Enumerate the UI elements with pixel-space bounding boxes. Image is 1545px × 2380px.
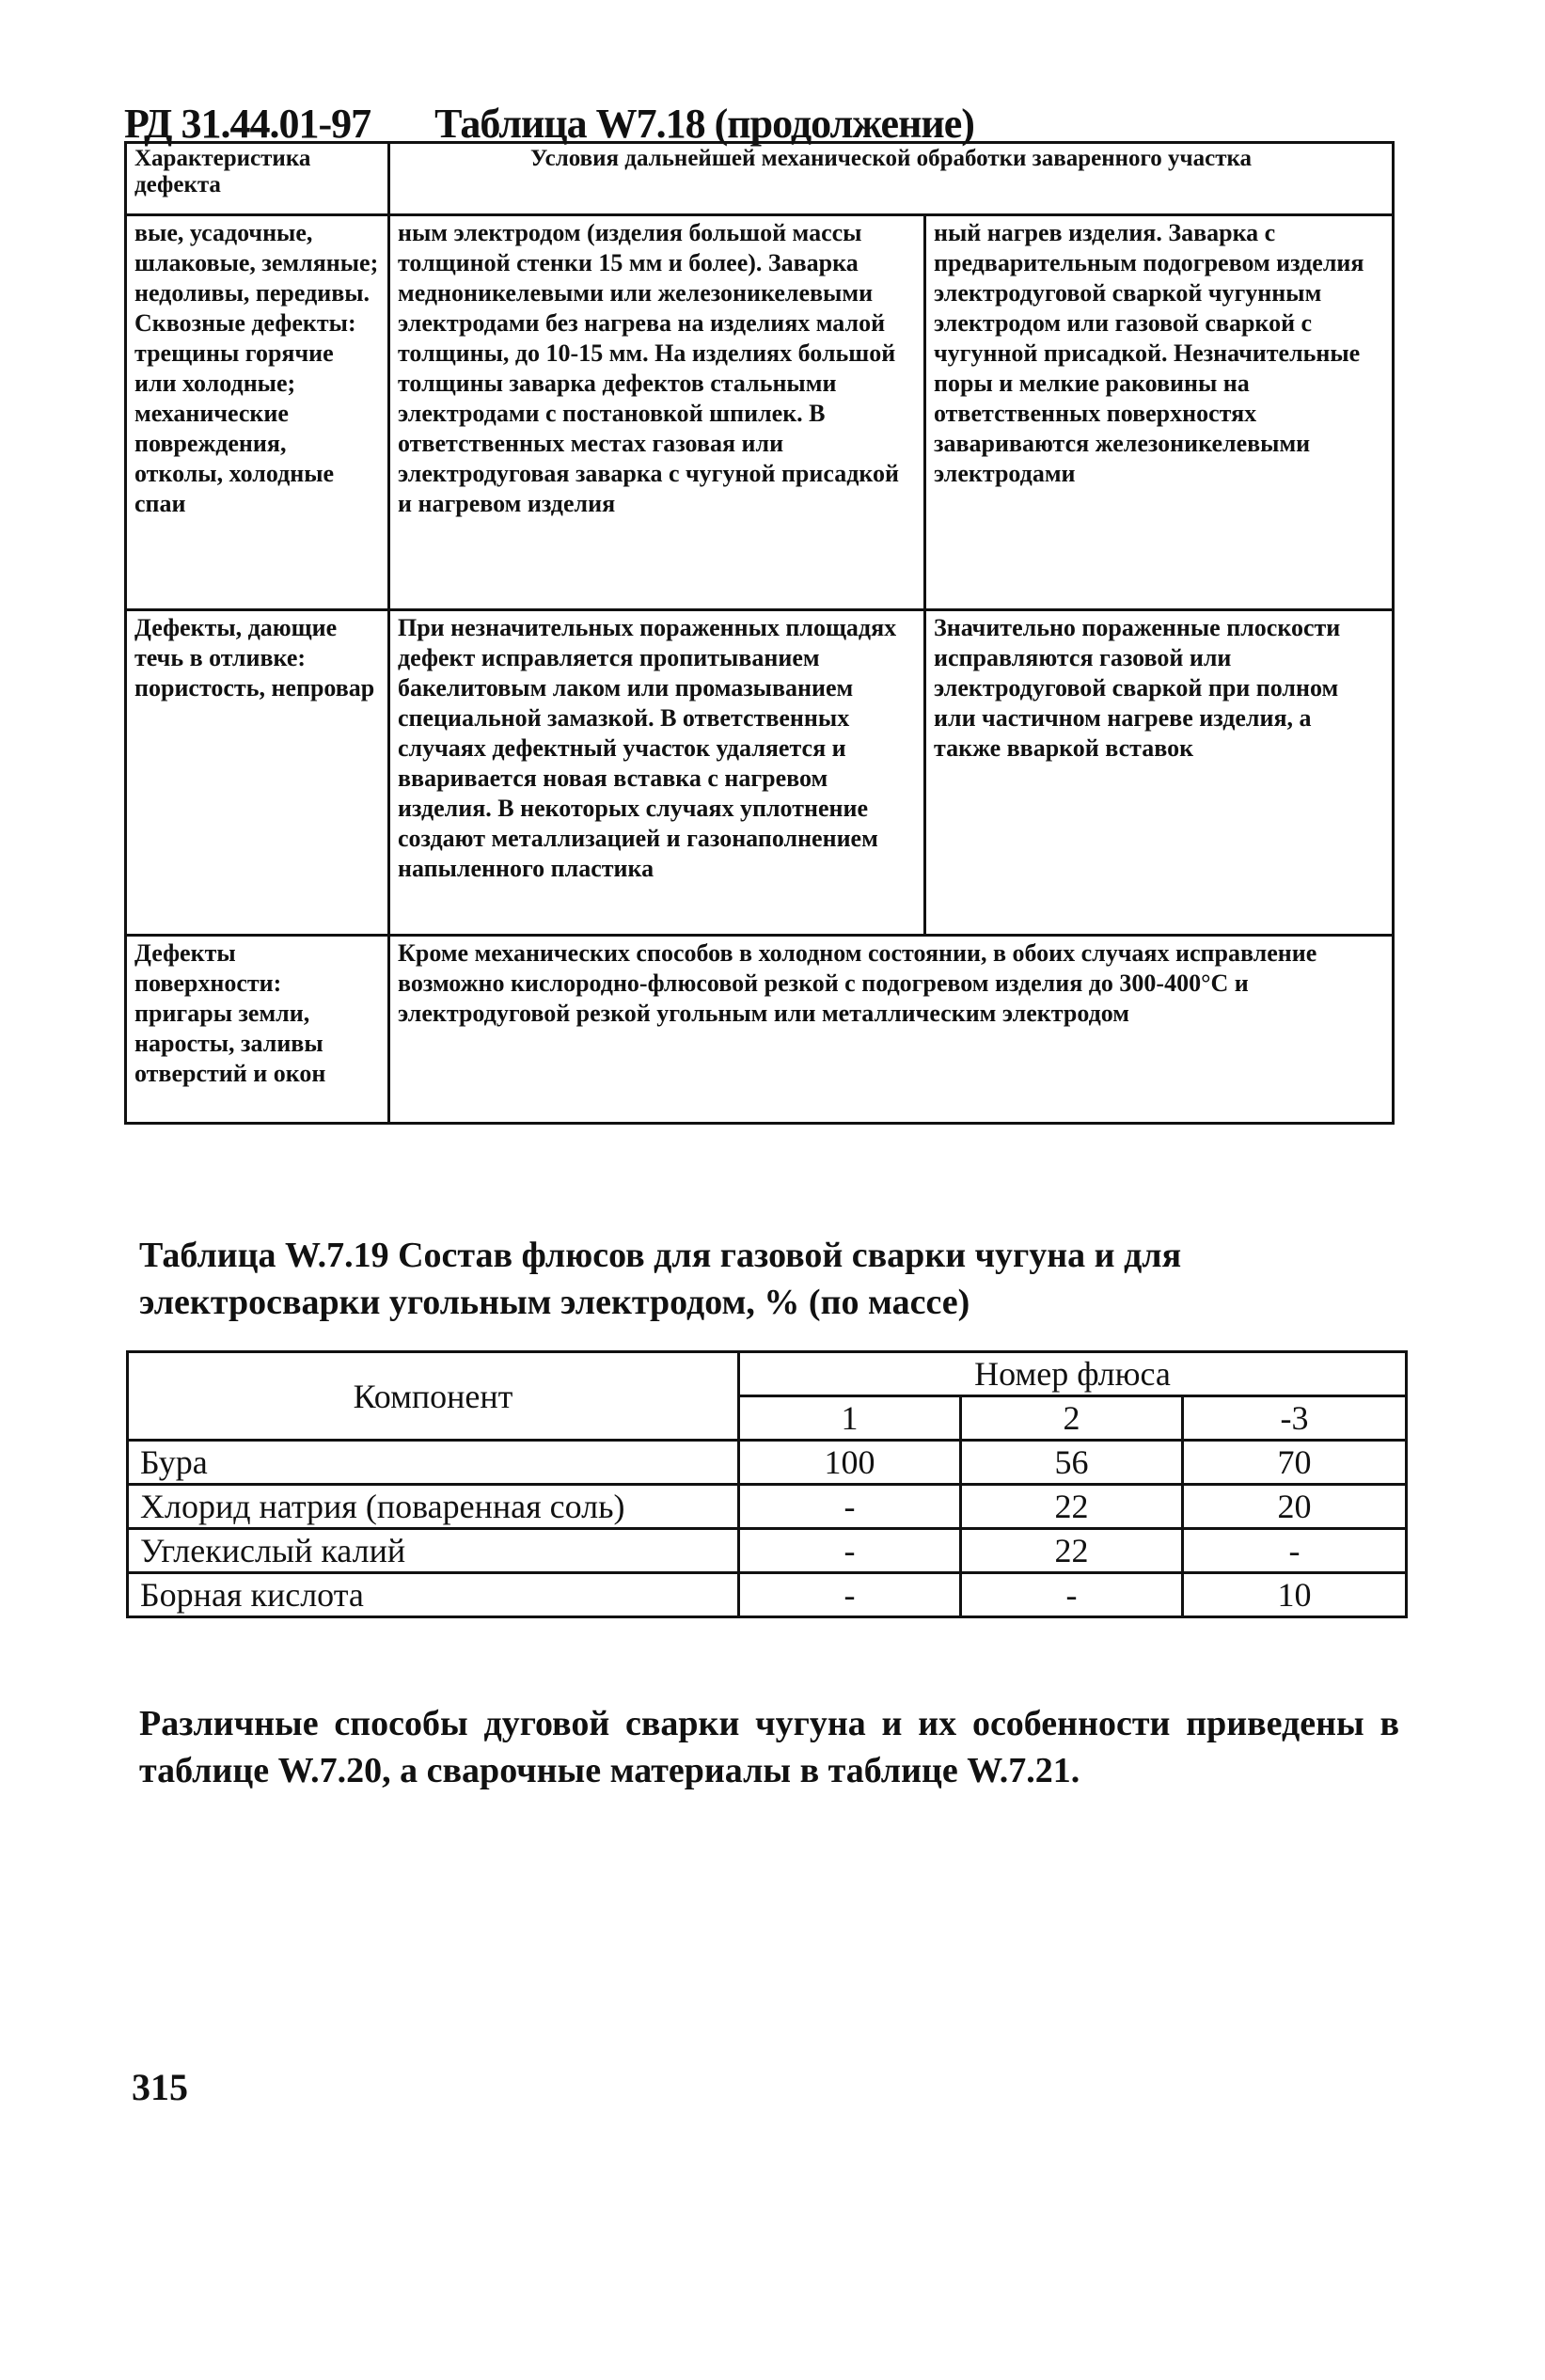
col-header-defect: Характеристика дефекта xyxy=(126,143,389,215)
body-paragraph: Различные способы дуговой сварки чугуна и их особенности приведены в таблице W.7.20, а сварочные материалы в таблице W.7.21. xyxy=(139,1704,1399,1790)
col-header-conditions: Условия дальнейшей механической обработки заваренного участка xyxy=(389,143,1394,215)
conditions-cell: Кроме механических способов в холодном состоянии, в обоих случаях исправление возможно кислородно-флюсовой резкой с подогревом изделия до 300-400°С и электродуговой резкой угольным или металлическим электродом xyxy=(389,936,1394,1124)
conditions-cell: ным электродом (изделия большой массы толщиной стенки 15 мм и более). Заварка медноникелевыми или железоникелевыми электродами без нагрева на изделиях малой толщины, до 10-15 мм. На изделиях большой толщины заварка дефектов стальными электродами с постановкой шпилек. В ответственных местах газовая или электродуговая заварка с чугуной присадкой и нагревом изделия xyxy=(389,215,925,610)
table-row xyxy=(128,1441,1407,1485)
table-row xyxy=(128,1529,1407,1573)
table-row xyxy=(126,936,1394,1124)
component-name: Углекислый калий xyxy=(128,1529,739,1573)
table-row xyxy=(126,610,1394,936)
table-row xyxy=(128,1573,1407,1617)
table-row xyxy=(126,215,1394,610)
flux-number-header: Номер флюса xyxy=(739,1352,1407,1396)
flux-number: 2 xyxy=(961,1396,1183,1441)
flux3-value: 70 xyxy=(1183,1441,1407,1485)
component-name: Хлорид натрия (поваренная соль) xyxy=(128,1485,739,1529)
flux3-value: 10 xyxy=(1183,1573,1407,1617)
defects-table xyxy=(124,141,1395,1125)
defect-cell: Дефекты, дающие течь в отливке: пористость, непровар xyxy=(126,610,389,936)
flux-number: 1 xyxy=(739,1396,961,1441)
flux1-value: 100 xyxy=(739,1441,961,1485)
component-header: Компонент xyxy=(128,1352,739,1441)
defect-cell: вые, усадочные, шлаковые, земляные; недоливы, передивы. Сквозные дефекты: трещины горячие или холодные; механические повреждения, отколы, холодные спаи xyxy=(126,215,389,610)
conditions-cell-cont: Значительно пораженные плоскости исправляются газовой или электродуговой сваркой при полном или частичном нагреве изделия, а также вваркой вставок xyxy=(925,610,1394,936)
table-row xyxy=(128,1485,1407,1529)
flux-header-row xyxy=(128,1352,1407,1396)
flux2-value: 56 xyxy=(961,1441,1183,1485)
component-name: Бура xyxy=(128,1441,739,1485)
defect-cell: Дефекты поверхности: пригары земли, наросты, заливы отверстий и окон xyxy=(126,936,389,1124)
table-title: Таблица W7.18 (продолжение) xyxy=(434,101,974,147)
conditions-cell-cont: ный нагрев изделия. Заварка с предварительным подогревом изделия электродуговой сваркой чугунным электродом или газовой сваркой с чугунной присадкой. Незначительные поры и мелкие раковины на ответственных поверхностях завариваются железоникелевыми электродами xyxy=(925,215,1394,610)
flux1-value: - xyxy=(739,1529,961,1573)
table-header-row xyxy=(126,143,1394,215)
flux1-value: - xyxy=(739,1485,961,1529)
flux2-value: 22 xyxy=(961,1529,1183,1573)
flux2-value: - xyxy=(961,1573,1183,1617)
flux-number: -3 xyxy=(1183,1396,1407,1441)
doc-code: РД 31.44.01-97 xyxy=(124,101,371,147)
table2-caption: Таблица W.7.19 Состав флюсов для газовой сварки чугуна и для электросварки угольным электродом, % (по массе) xyxy=(139,1236,1182,1322)
flux3-value: 20 xyxy=(1183,1485,1407,1529)
flux1-value: - xyxy=(739,1573,961,1617)
flux3-value: - xyxy=(1183,1529,1407,1573)
flux2-value: 22 xyxy=(961,1485,1183,1529)
page-number: 315 xyxy=(132,2066,188,2108)
flux-table xyxy=(126,1350,1408,1618)
conditions-cell: При незначительных пораженных площадях дефект исправляется пропитыванием бакелитовым лаком или промазыванием специальной замазкой. В ответственных случаях дефектный участок удаляется и вваривается новая вставка с нагревом изделия. В некоторых случаях уплотнение создают металлизацией и газонаполнением напыленного пластика xyxy=(389,610,925,936)
component-name: Борная кислота xyxy=(128,1573,739,1617)
